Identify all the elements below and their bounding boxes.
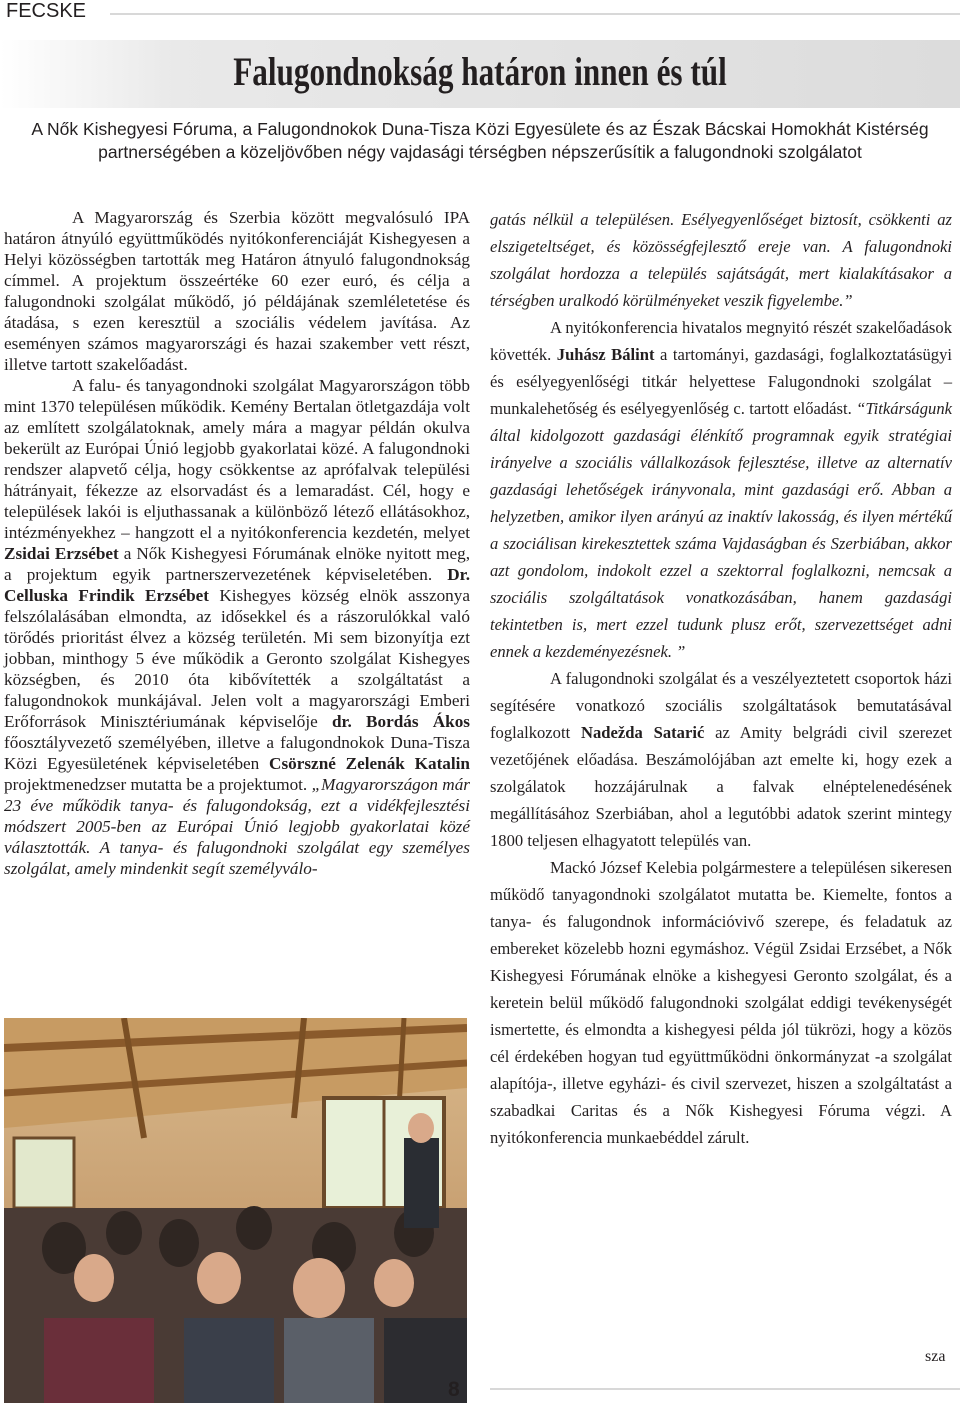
header-rule	[110, 13, 960, 15]
paragraph-intro: A Magyarország és Szerbia között megvalósuló IPA határon átnyúló együttműködés nyitókonferenciáját Kishegyesen a Helyi közösségben tartották meg Határon átnyuló falugondnokság címmel. A projektum összeértéke 60 ezer euró, és célja a falugondnoki szolgálat működő, jó példájának szemléletetése és átadása, s ezen keresztül a szociális védelem javítása. Az eseményen számos magyarországi és hazai szakember vett részt, illetve tartott szakelőadást.	[4, 208, 470, 374]
conference-photo-image	[4, 1018, 467, 1403]
text-run: A falugondnoki szolgálat és a veszélyeztetett csoportok házi segítésére vonatkozó szociális szolgáltatások bemutatásával foglalkozott	[490, 669, 952, 742]
text-run: a Nők Kishegyesi Fórumának elnöke nyitott meg, a projektum egyik partnerszervezetének képviseletében.	[4, 544, 470, 584]
article-lead: A Nők Kishegyesi Fóruma, a Falugondnokok Duna-Tisza Közi Egyesülete és az Észak Bácskai Homokhát Kistérség partnerségében a közeljövőben négy vajdasági térségben népszerűsítik a falugondnoki szolgálatot	[31, 119, 929, 162]
person-name: Nadežda Satarić	[581, 723, 705, 742]
footer-rule	[490, 1388, 960, 1390]
person-name: Zsidai Erzsébet	[4, 544, 119, 563]
paragraph-kelebia: Mackó József Kelebia polgármestere a településen sikeresen működő tanyagondnoki szolgálatot mutatta be. Kiemelte, fontos a tanya- és falugondnok információvivő szerepe, és feladatuk az embereket közelebb hozni egymáshoz. Végül Zsidai Erzsébet, a Nők Kishegyesi Fórumának elnöke a kishegyesi Geronto szolgálat, és a keretein belül működő falugondnoki szolgálat eddigi tevékenységét ismertette, és elmondta a kishegyesi példa jól tükrözi, hogy a közös cél érdekében hogyan tud együttműködni önkormányzat -a szolgálat alapítója-, illetve egyházi- és civil szervezet, hiszen a szolgáltatást a szabadkai Caritas és a Nők Kishegyesi Fóruma végzi. A nyitókonferencia munkaebéddel zárult.	[490, 858, 952, 1147]
text-run: A falu- és tanyagondnoki szolgálat Magyarországon több mint 1370 településen működik. Kemény Bertalan ötletgazdája volt az említett szolgálatoknak, amely mára a magyar példán okulva bekerült az Európai Únió legjobb gyakorlatai közé. A falugondnoki rendszer alapvető célja, hogy csökkentse az aprófalvak települési hátrányait, fékezze az elsorvadást és a lemaradást. Cél, hogy e települések lakói is eljuthassanak a különböző létező ellátásokhoz, intézményekhez – hangzott el a nyitókonferencia kezdetén, melyet	[4, 376, 470, 542]
person-name: Juhász Bálint	[556, 345, 655, 364]
person-name: Dr. Celluska Frindik Erzsébet	[4, 565, 470, 605]
paragraph-villages	[4, 375, 470, 879]
paragraph-lectures	[490, 314, 952, 665]
section-label: FECSKE	[6, 0, 87, 22]
paragraph-amity	[490, 665, 952, 854]
right-column	[490, 206, 952, 1151]
quote: gatás nélkül a településen. Esélyegyenlőséget biztosít, csökkenti az elszigeteltséget, és közösségfejlesztő ereje van. A falugondnoki szolgálat hordozza a település sajátságát, mert kialakításakor a térségben uralkodó körülményeket veszik figyelembe.”	[490, 210, 952, 310]
author-signature: sza	[925, 1348, 946, 1365]
left-column	[4, 207, 470, 879]
text-run: a tartományi, gazdasági, foglalkoztatásügyi és esélyegyenlőségi titkár helyettese Falugondnoki szolgálat – munkalehetőség és esélyegyenlőség c. tartott előadást.	[490, 345, 952, 418]
person-name: Csörszné Zelenák Katalin	[269, 754, 470, 773]
text-run: az Amity belgrádi civil szerezet vezetőjének előadásа. Beszámolójában azt emelte ki, hogy ezek a szolgálatok hozzájárulnak a falvak elnéptelenedésének megállításához Szerbiában, ahol a legutóbbi adatok szerint mintegy 1800 teljesen elhagyatott település van.	[490, 723, 952, 850]
text-run: A nyitókonferencia hivatalos megnyitó részét szakelőadások követték.	[490, 318, 952, 364]
text-run: Kishegyes község elnök asszonya felszólalásában elmondta, az idősekkel és a rászorulókkal való törődés prioritást élvez a község területén. Mi sem bizonyítja ezt jobban, minthogy 5 éve működik a Geronto szolgálat Kishegyes községben, és 2010 óta kibővítették a szolgáltatást a falugondnokok munkájával. Jelen volt a magyarországi Emberi Erőforrások Minisztériumának képviselője	[4, 586, 471, 731]
page-number: 8	[448, 1378, 460, 1401]
person-name: dr. Bordás Ákos	[331, 712, 470, 731]
text-run: főosztályvezető személyében, illetve a falugondnokok Duna-Tisza Közi Egyesületének képviseletében	[4, 733, 470, 773]
paragraph-quote-end	[490, 206, 952, 314]
quote: „Magyarországon már 23 éve működik tanya- és falugondokság, ezt a vidékfejlesztési módszert 2005-ben az Európai Únió legjobb gyakorlatai közé választották. A tanya- és falugondnoki szolgálat egy személyes szolgálat, amely mindenkit segít személyválo-	[4, 775, 470, 878]
conference-photo	[4, 1018, 467, 1403]
quote: “Titkárságunk által kidolgozott gazdasági élénkítő programnak egyik stratégiai irányelve a szociális vállalkozások fejlesztése, illetve az alternatív gazdasági lehetőségek irányvonala, mint gazdasági erő. Abban a helyzetben, amikor ilyen arányú az inaktív lakosság, és ilyen mértékű a szociálisan kirekesztettek száma Vajdaságban és Szerbiában, akkor azt gondolom, indokolt ezzel a szektorral foglalkozni, nemcsak a szociális szolgáltatások vonatkozásában, hanem gazdasági tekintetben is, mert ezzel tudunk plusz erőt, szervezettséget adni ennek a kezdeményezésnek. ”	[490, 399, 952, 661]
article-title: Falugondnokság határon innen és túl	[233, 49, 727, 94]
text-run: projektmenedzser mutatta be a projektumot.	[4, 775, 312, 794]
